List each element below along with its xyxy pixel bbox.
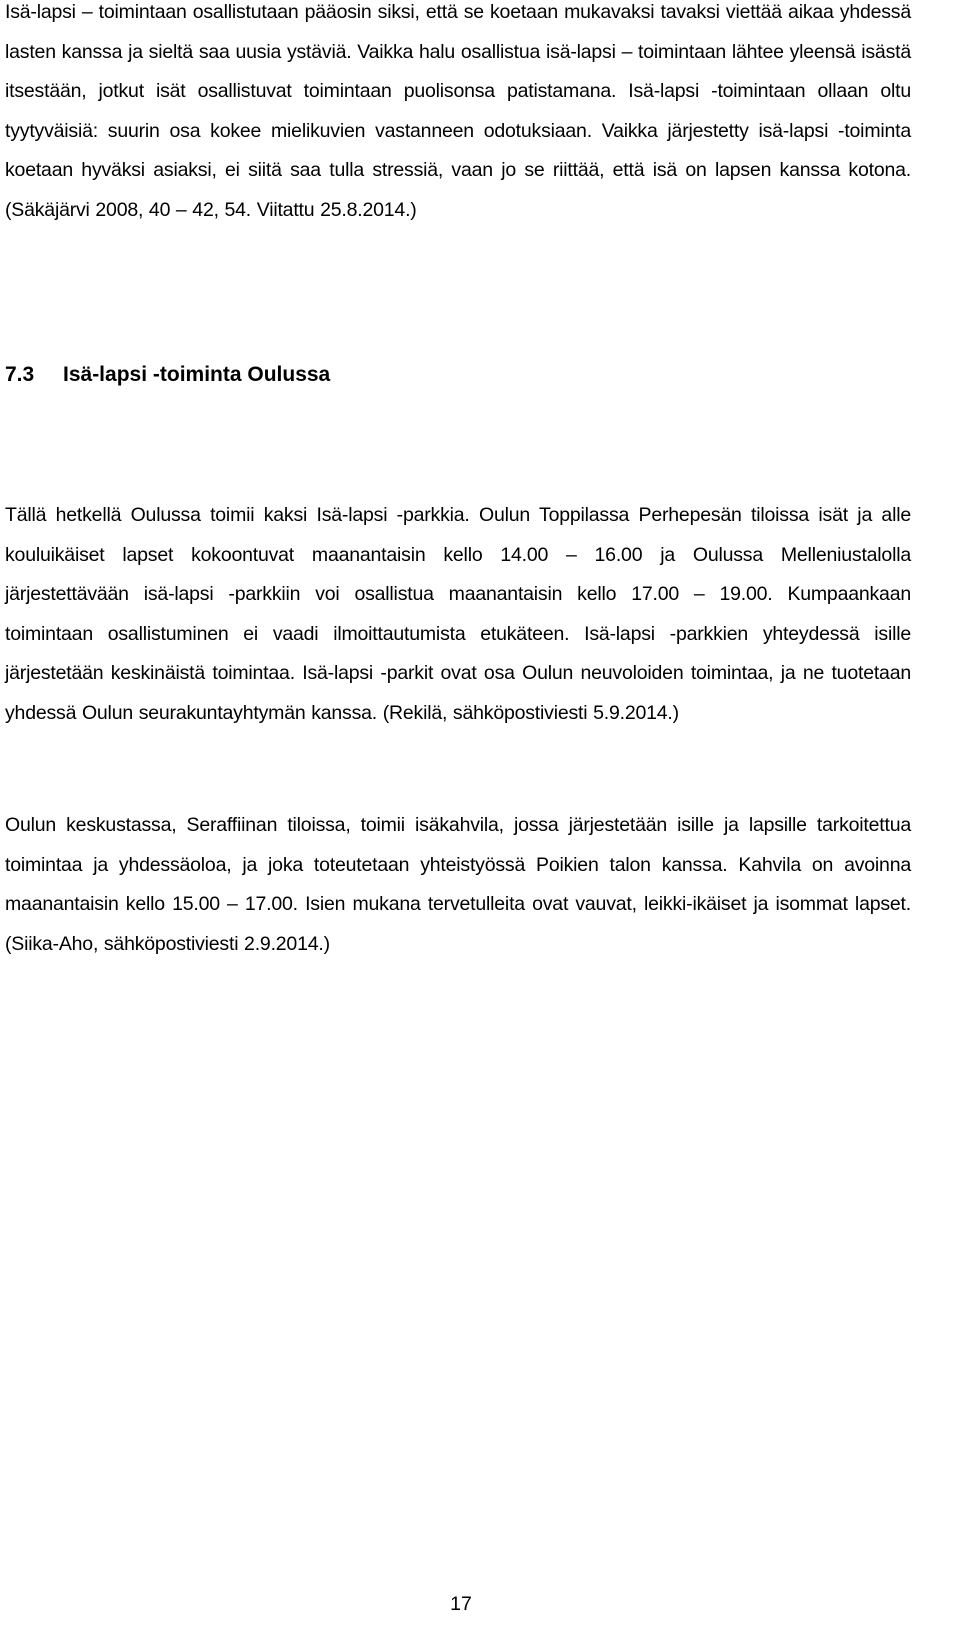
section-title: Isä-lapsi -toiminta Oulussa — [63, 363, 331, 386]
cafe-paragraph: Oulun keskustassa, Seraffiinan tiloissa, toimii isäkahvila, jossa järjestetään isille ja lapsille tarkoitettua toimintaa ja yhdessäoloa, ja joka toteutetaan yhteistyössä Poikien talon kanssa. Kahvila on avoinna maanantaisin kello 15.00 – 17.00. Isien mukana tervetulleita ovat vauvat, leikki-ikäiset ja isommat lapset. (Siika-Aho, sähköpostiviesti 2.9.2014.) — [5, 814, 911, 955]
intro-paragraph: Isä-lapsi – toimintaan osallistutaan pääosin siksi, että se koetaan mukavaksi tavaksi viettää aikaa yhdessä lasten kanssa ja sieltä saa uusia ystäviä. Vaikka halu osallistua isä-lapsi – toimintaan lähtee yleensä isästä itsestään, jotkut isät osallistuvat toimintaan puolisonsa patistamana. Isä-lapsi -toimintaan ollaan oltu tyytyväisiä: suurin osa kokee mielikuvien vastanneen odotuksiaan. Vaikka järjestetty isä-lapsi -toiminta koetaan hyväksi asiaksi, ei siitä saa tulla stressiä, vaan jo se riittää, että isä on lapsen kanssa kotona. (Säkäjärvi 2008, 40 – 42, 54. Viitattu 25.8.2014.) — [5, 1, 911, 221]
parks-paragraph: Tällä hetkellä Oulussa toimii kaksi Isä-lapsi -parkkia. Oulun Toppilassa Perhepesän tiloissa isät ja alle kouluikäiset lapset kokoontuvat maanantaisin kello 14.00 – 16.00 ja Oulussa Melleniustalolla järjestettävään isä-lapsi -parkkiin voi osallistua maanantaisin kello 17.00 – 19.00. Kumpaankaan toimintaan osallistuminen ei vaadi ilmoittautumista etukäteen. Isä-lapsi -parkkien yhteydessä isille järjestetään keskinäistä toimintaa. Isä-lapsi -parkit ovat osa Oulun neuvoloiden toimintaa, ja ne tuotetaan yhdessä Oulun seurakuntayhtymän kanssa. (Rekilä, sähköpostiviesti 5.9.2014.) — [5, 504, 911, 724]
section-number: 7.3 — [5, 363, 35, 386]
page-number: 17 — [450, 1593, 472, 1615]
section-heading — [5, 360, 330, 390]
